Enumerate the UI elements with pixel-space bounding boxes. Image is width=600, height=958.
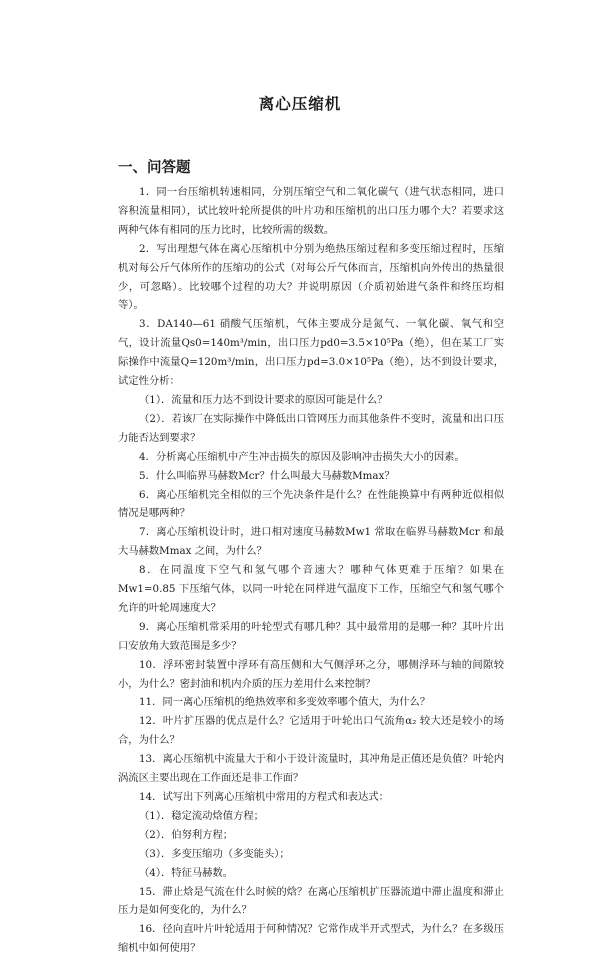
question-list [118, 183, 504, 958]
question-14-part-4: （4）．特征马赫数。 [139, 866, 234, 879]
page-title: 离心压缩机 [258, 95, 342, 113]
question-9: 9．离心压缩机常采用的叶轮型式有哪几种？其中最常用的是哪一种？其叶片出口安放角大致范围是多少？ [118, 620, 504, 652]
question-3-part-2: （2）．若该厂在实际操作中降低出口管网压力而其他条件不变时，流量和出口压力能否达到要求？ [118, 412, 504, 444]
question-1: 1．同一台压缩机转速相同，分别压缩空气和二氧化碳气（进气状态相同，进口容积流量相同），试比较叶轮所提供的叶片功和压缩机的出口压力哪个大？若要求这两种气体有相同的压力比时，比较所需的级数。 [118, 186, 504, 236]
question-13: 13．离心压缩机中流量大于和小于设计流量时，其冲角是正值还是负值？叶轮内涡流区主要出现在工作面还是非工作面？ [118, 753, 504, 785]
question-16: 16．径向直叶片叶轮适用于何种情况？它常作成半开式型式，为什么？在多级压缩机中如何使用？ [118, 923, 504, 955]
question-14-part-2: （2）．伯努利方程； [139, 828, 234, 841]
question-8: 8．在同温度下空气和氢气哪个音速大？哪种气体更难于压缩？如果在Mw1=0.85 下压缩气体，以同一叶轮在同样进气温度下工作，压缩空气和氢气哪个允许的叶轮周速度大？ [118, 564, 504, 614]
question-2: 2．写出理想气体在离心压缩机中分别为绝热压缩过程和多变压缩过程时，压缩机对每公斤气体所作的压缩功的公式（对每公斤气体而言，压缩机向外传出的热量很少，可忽略）。比较哪个过程的功大？并说明原因（介质初始进气条件和终压均相等）。 [118, 242, 504, 312]
question-10: 10．浮环密封装置中浮环有高压侧和大气侧浮环之分，哪侧浮环与轴的间隙较小，为什么？密封油和机内介质的压力差用什么来控制？ [118, 658, 504, 690]
question-5: 5．什么叫临界马赫数Mcr？什么叫最大马赫数Mmax？ [139, 469, 395, 482]
question-6: 6．离心压缩机完全相似的三个先决条件是什么？在性能换算中有两种近似相似情况是哪两种？ [118, 488, 504, 520]
question-12: 12．叶片扩压器的优点是什么？它适用于叶轮出口气流角α₂ 较大还是较小的场合，为什么？ [118, 715, 504, 747]
question-3-part-1: （1）．流量和压力达不到设计要求的原因可能是什么？ [139, 393, 388, 406]
question-14-part-1: （1）．稳定流动焓值方程； [139, 809, 264, 822]
section-heading: 一、问答题 [118, 160, 191, 176]
question-4: 4．分析离心压缩机中产生冲击损失的原因及影响冲击损失大小的因素。 [139, 450, 465, 463]
question-3: 3．DA140—61 硝酸气压缩机，气体主要成分是氮气、一氧化碳、氧气和空气，设计流量Qs0=140m³/min，出口压力pd0=3.5×10⁵Pa（绝），但在某工厂实际操作中流量Q=120m³/min，出口压力pd=3.0×10⁵Pa（绝），达不到设计要求，试定性分析： [118, 318, 504, 388]
question-14: 14．试写出下列离心压缩机中常用的方程式和表达式： [139, 791, 389, 803]
question-11: 11．同一离心压缩机的绝热效率和多变效率哪个值大，为什么？ [139, 696, 431, 709]
question-7: 7．离心压缩机设计时，进口相对速度马赫数Mw1 常取在临界马赫数Mcr 和最大马赫数Mmax 之间，为什么？ [118, 526, 504, 558]
question-15: 15．滞止焓是气流在什么时候的焓？在离心压缩机扩压器流道中滞止温度和滞止压力是如何变化的，为什么？ [118, 885, 504, 917]
question-14-part-3: （3）．多变压缩功（多变能头）； [139, 847, 290, 860]
